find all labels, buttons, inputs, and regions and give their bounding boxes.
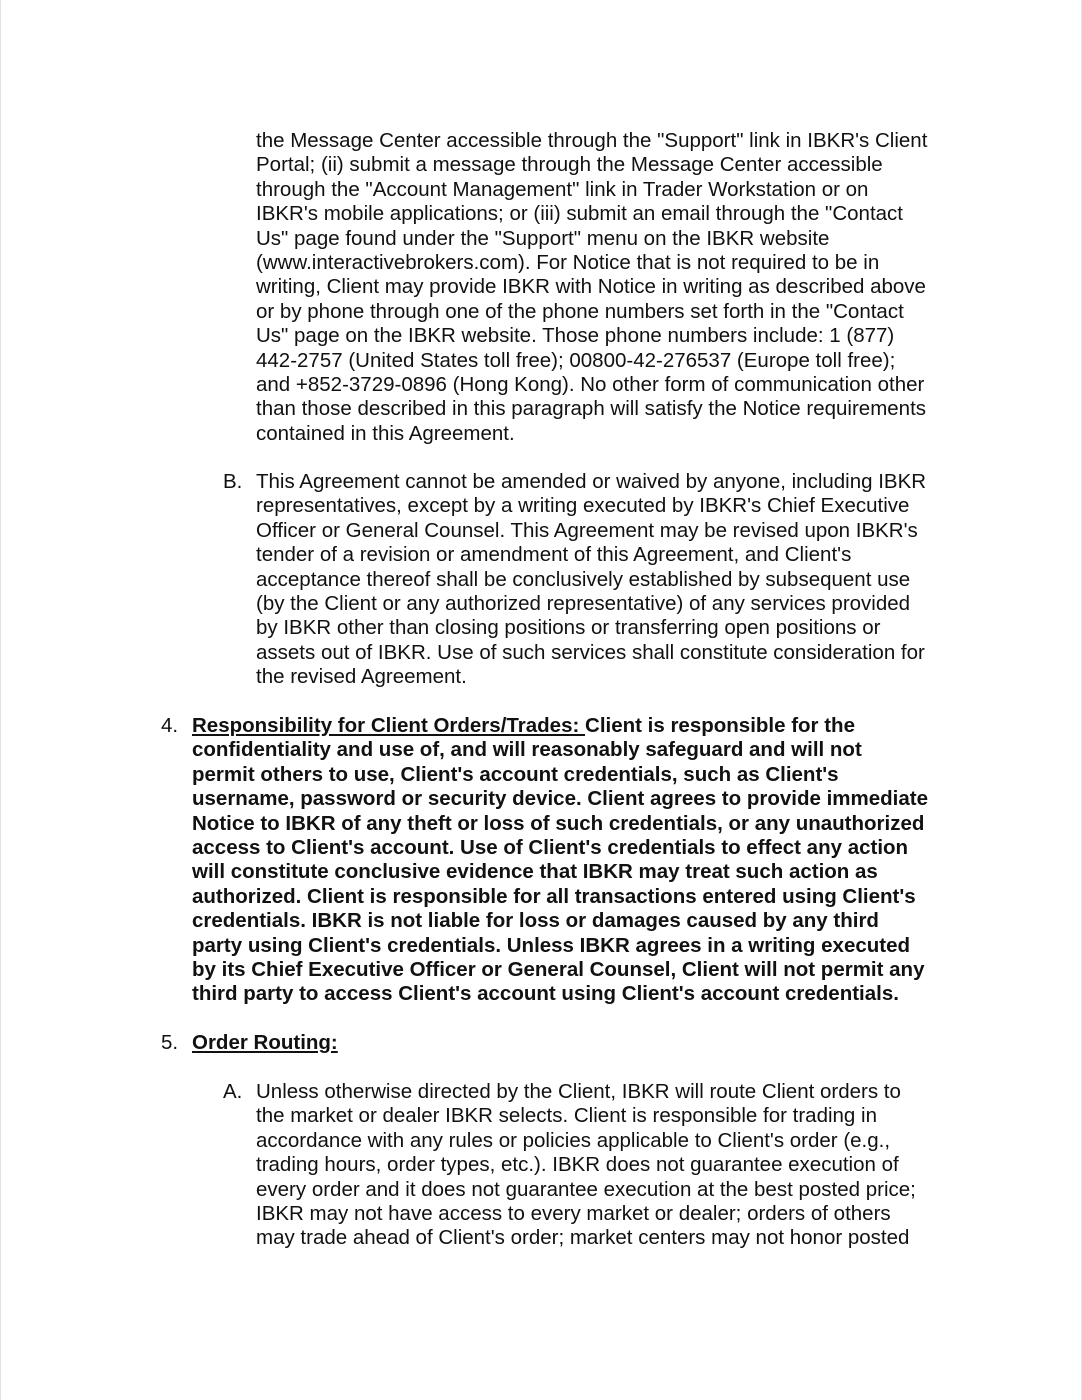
item-b-marker: B. xyxy=(223,470,243,493)
item-b-paragraph: This Agreement cannot be amended or waived by anyone, including IBKR representatives, except by a writing executed by IBKR's Chief Executive Officer or General Counsel. This Agreement may be revised upon IBKR's tender of a revision or amendment of this Agreement, and Client's acceptance thereof shall be conclusively established by subsequent use (by the Client or any authorized representative) of any services provided by IBKR other than closing positions or transferring open positions or assets out of IBKR. Use of such services shall constitute consideration for the revised Agreement. xyxy=(256,470,927,689)
notice-continuation-paragraph: the Message Center accessible through the "Support" link in IBKR's Client Portal; (ii) submit a message through the Message Center accessible through the "Account Management" link in Trader Workstation or on IBKR's mobile applications; or (iii) submit an email through the "Contact Us" page found under the "Support" menu on the IBKR website (www.interactivebrokers.com). For Notice that is not required to be in writing, Client may provide IBKR with Notice in writing as described above or by phone through one of the phone numbers set forth in the "Contact Us" page on the IBKR website. Those phone numbers include: 1 (877) 442-2757 (United States toll free); 00800-42-276537 (Europe toll free); and +852-3729-0896 (Hong Kong). No other form of communication other than those described in this paragraph will satisfy the Notice requirements contained in this Agreement. xyxy=(256,129,928,445)
section-4-paragraph xyxy=(192,714,972,1007)
section-4-number: 4. xyxy=(161,714,179,737)
item-a-paragraph: Unless otherwise directed by the Client, IBKR will route Client orders to the market or dealer IBKR selects. Client is responsible for trading in accordance with any rules or policies applicable to Client's order (e.g., trading hours, order types, etc.). IBKR does not guarantee execution of every order and it does not guarantee execution at the best posted price; IBKR may not have access to every market or dealer; orders of others may trade ahead of Client's order; market centers may not honor posted xyxy=(256,1080,916,1250)
section-4-heading: Responsibility for Client Orders/Trades: xyxy=(192,714,586,737)
section-5-number: 5. xyxy=(161,1031,179,1054)
section-5-heading: Order Routing: xyxy=(192,1031,338,1054)
item-a-marker: A. xyxy=(223,1080,243,1103)
section-4-body: Client is responsible for the confidentiality and use of, and will reasonably safeguard and will not permit others to use, Client's account credentials, such as Client's username, password or security device. Client agrees to provide immediate Notice to IBKR of any theft or loss of such credentials, or any unauthorized access to Client's account. Use of Client's credentials to effect any action will constitute conclusive evidence that IBKR may treat such action as authorized. Client is responsible for all transactions entered using Client's credentials. IBKR is not liable for loss or damages caused by any third party using Client's credentials. Unless IBKR agrees in a writing executed by its Chief Executive Officer or General Counsel, Client will not permit any third party to access Client's account using Client's account credentials. xyxy=(192,714,928,1006)
